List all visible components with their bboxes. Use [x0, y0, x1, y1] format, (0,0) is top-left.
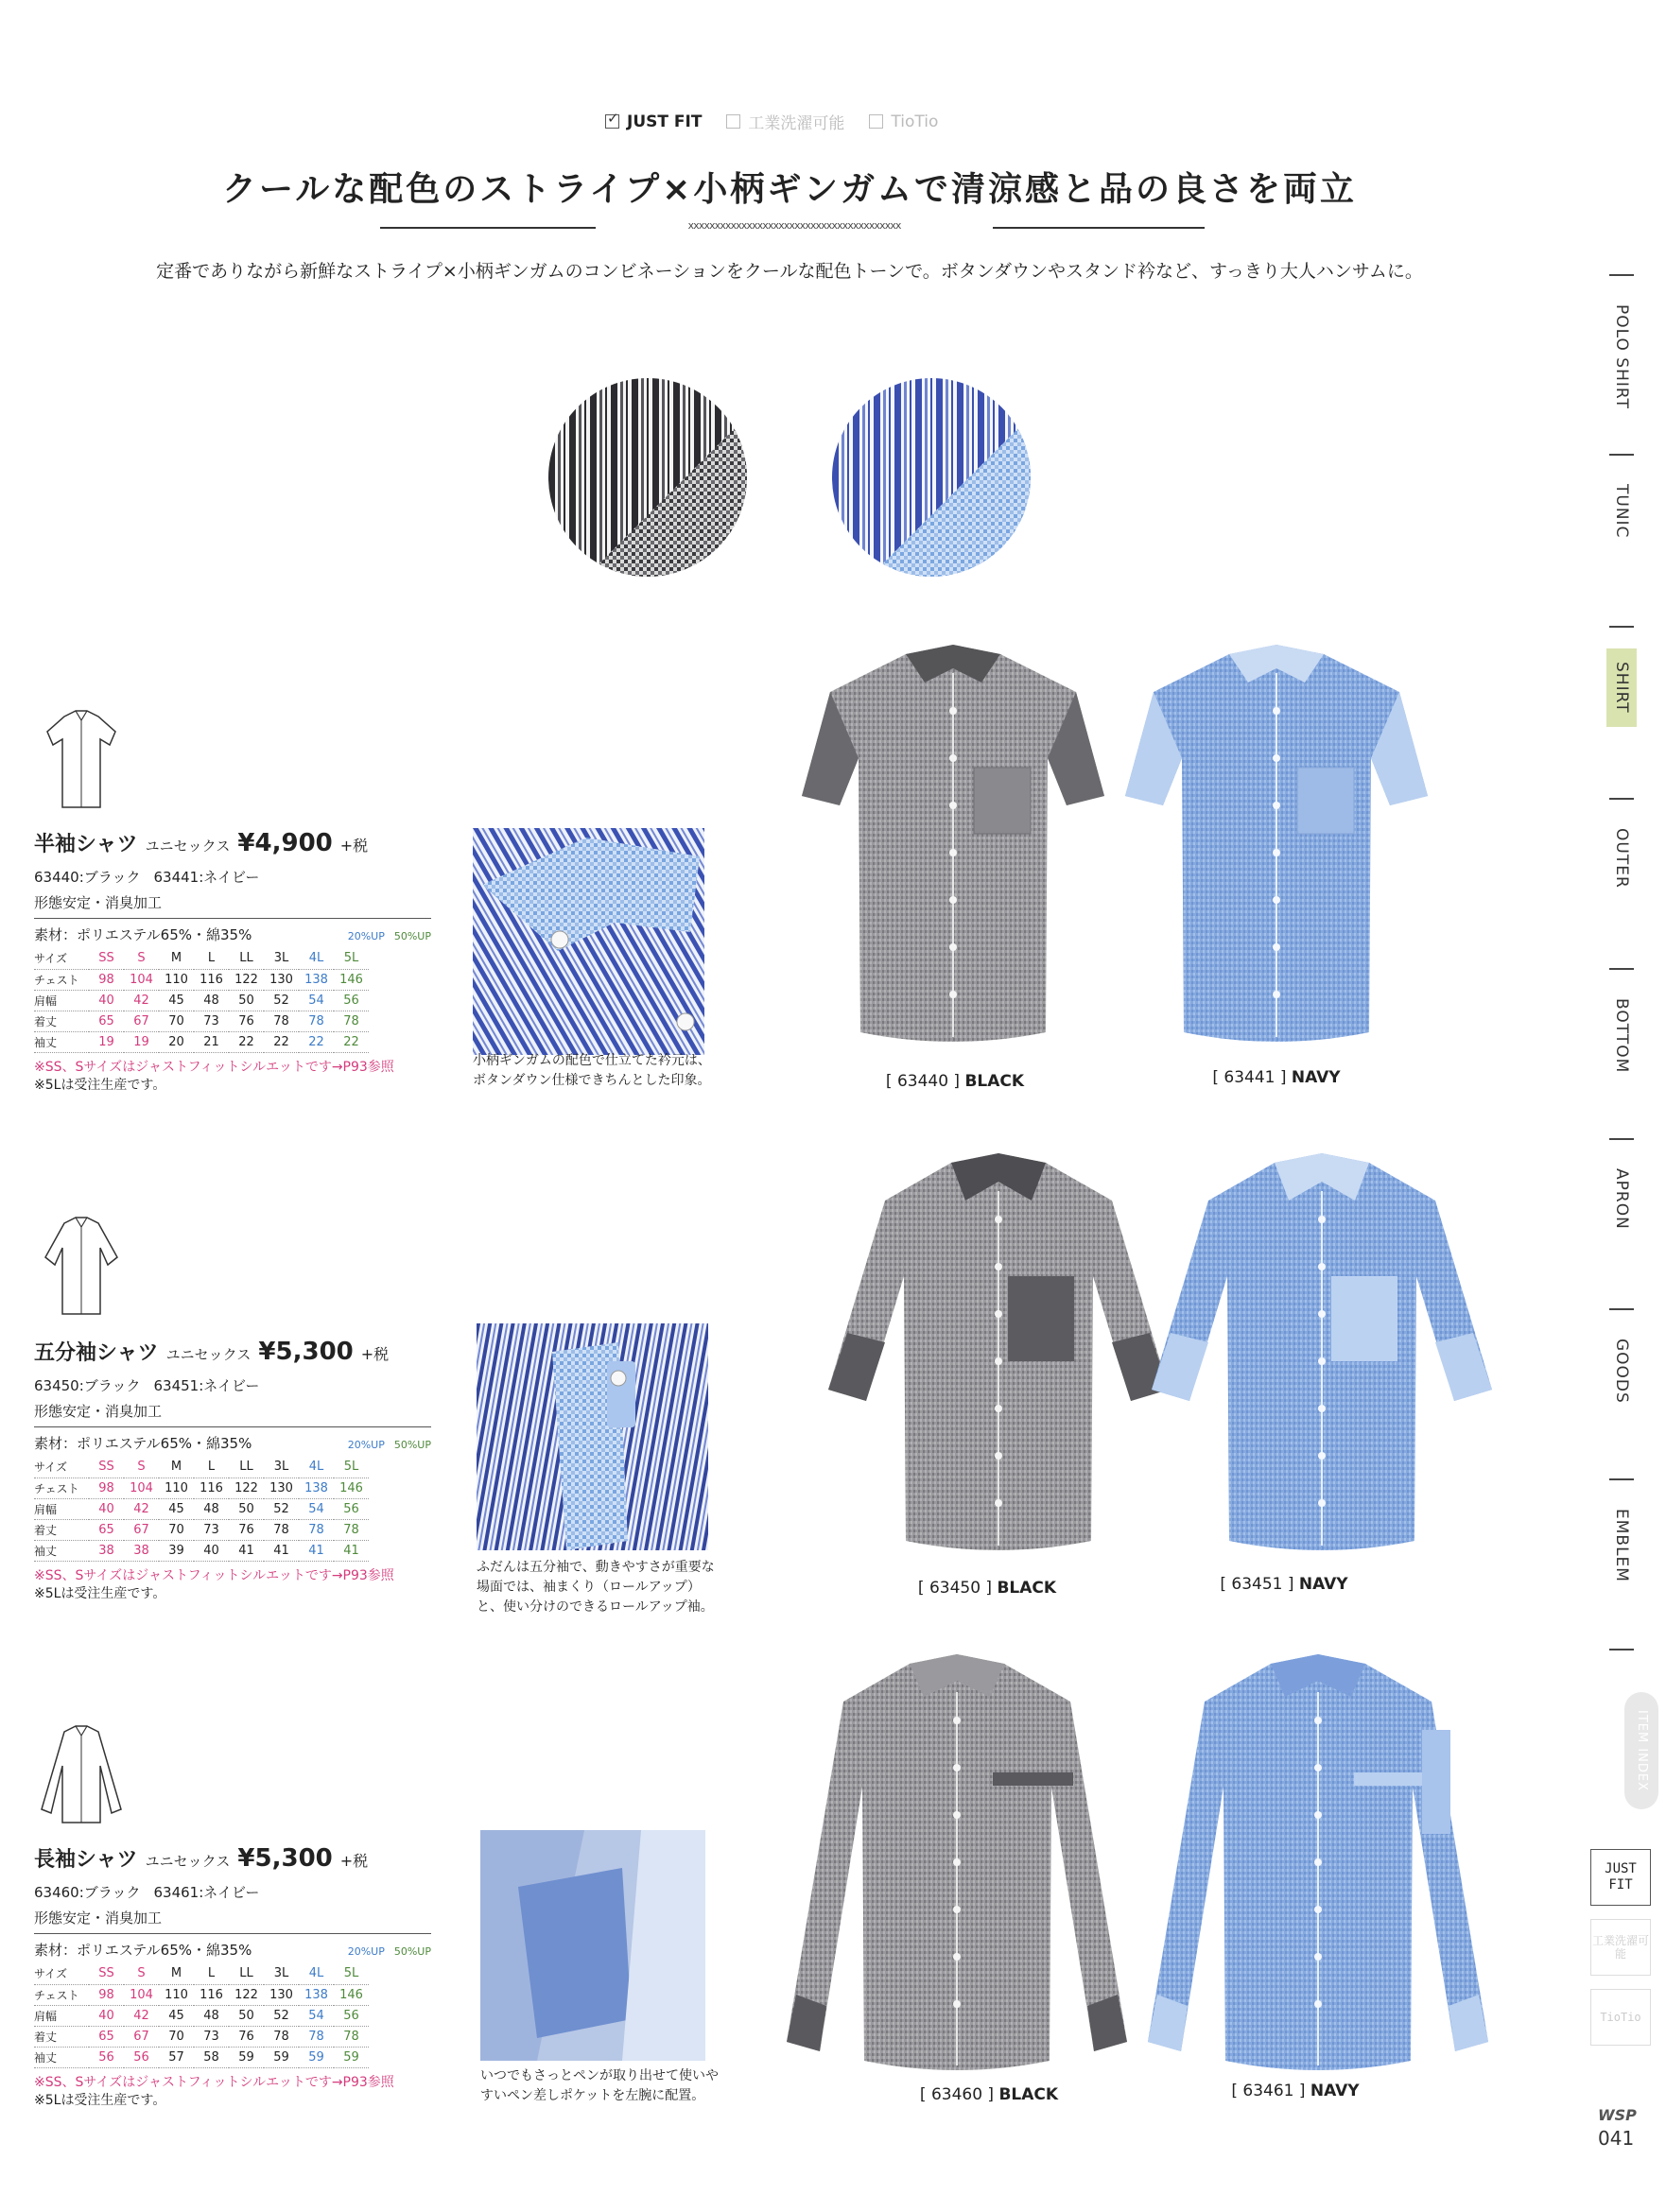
nav-divider: [1609, 454, 1634, 456]
elbow-sleeve-outline-icon: [34, 1210, 129, 1323]
page-number: 041: [1598, 2127, 1635, 2150]
color-codes: 63440:ブラック 63441:ネイビー: [34, 869, 260, 886]
size-row-shoulder: 肩幅 40 42 45 48 50 52 54 56: [34, 2005, 369, 2026]
label-63451: [ 63451 ] NAVY: [1220, 1575, 1348, 1594]
color-codes: 63460:ブラック 63461:ネイビー: [34, 1884, 260, 1901]
shirt-photo-63450-black: [819, 1144, 1178, 1560]
brand-logo: WSP: [1598, 2106, 1637, 2124]
nav-goods[interactable]: GOODS: [1598, 1308, 1645, 1404]
product-title: 半袖シャツ ユニセックス ¥4,900 +税: [34, 829, 369, 857]
size-row-sleeve: 袖丈 38 38 39 40 41 41 41 41: [34, 1540, 369, 1561]
unchecked-box-icon: [726, 114, 740, 129]
material-row: 素材：ポリエステル65%・綿35% 20%UP 50%UP: [34, 1435, 431, 1452]
nav-emblem[interactable]: EMBLEM: [1598, 1478, 1645, 1582]
size-row-length: 着丈 65 67 70 73 76 78 78 78: [34, 2026, 369, 2047]
nav-tunic[interactable]: TUNIC: [1598, 454, 1645, 538]
shirt-photo-63461-navy: [1129, 1645, 1507, 2080]
size-table: [34, 1457, 369, 1562]
shirt-photo-63451-navy: [1142, 1144, 1501, 1560]
material-row: 素材：ポリエステル65%・綿35% 20%UP 50%UP: [34, 1942, 431, 1959]
nav-polo-shirt[interactable]: POLO SHIRT: [1598, 274, 1645, 409]
product-info-long-sleeve: [34, 1843, 431, 2111]
detail-photo-pen-pocket: [480, 1830, 705, 2061]
short-sleeve-outline-icon: [34, 703, 129, 817]
size-header-row: サイズ SS S M L LL 3L 4L 5L: [34, 1963, 369, 1984]
price: ¥4,900: [237, 829, 333, 857]
fabric-swatch-black-graphic: [548, 378, 747, 577]
size-row-sleeve: 袖丈 19 19 20 21 22 22 22 22: [34, 1031, 369, 1052]
page-headline: クールな配色のストライプ×小柄ギンガムで清涼感と品の良さを両立: [222, 170, 1357, 209]
product-title: 長袖シャツ ユニセックス ¥5,300 +税: [34, 1844, 369, 1873]
pen-pocket-detail-graphic: [480, 1830, 705, 2061]
collar-detail-graphic: [473, 828, 704, 1055]
badge-industrial-wash: 工業洗濯可能: [1590, 1919, 1651, 1976]
shirt-photo-63460-black: [768, 1645, 1146, 2080]
size-row-sleeve: 袖丈 56 56 57 58 59 59 59 59: [34, 2047, 369, 2067]
nav-outer[interactable]: OUTER: [1598, 798, 1645, 889]
size-header-row: サイズ SS S M L LL 3L 4L 5L: [34, 1457, 369, 1478]
size-table: [34, 948, 369, 1053]
product-info-short-sleeve: [34, 828, 431, 1096]
nav-divider: [1609, 1308, 1634, 1310]
size-row-shoulder: 肩幅 40 42 45 48 50 52 54 56: [34, 1498, 369, 1519]
detail-caption: いつでもさっとペンが取り出せて使いやすいペン差しポケットを左腕に配置。: [480, 2068, 719, 2103]
price: ¥5,300: [258, 1338, 354, 1366]
long-sleeve-outline-icon: [34, 1719, 129, 1832]
size-row-length: 着丈 65 67 70 73 76 78 78 78: [34, 1519, 369, 1540]
nav-end-divider: [1598, 1649, 1645, 1650]
fabric-swatch-navy: [832, 378, 1031, 577]
shirt-photo-63440-black: [792, 635, 1114, 1051]
product-title: 五分袖シャツ ユニセックス ¥5,300 +税: [34, 1338, 390, 1366]
size-row-chest: チェスト 98 104 110 116 122 130 138 146: [34, 969, 369, 990]
size-row-shoulder: 肩幅 40 42 45 48 50 52 54 56: [34, 990, 369, 1011]
process-info: 形態安定・消臭加工: [34, 892, 431, 919]
size-notes: ※SS、Sサイズはジャストフィットシルエットです→P93参照 ※5Lは受注生産です。: [34, 1059, 394, 1094]
nav-divider: [1609, 968, 1634, 970]
unchecked-box-icon: [869, 114, 883, 129]
label-63461: [ 63461 ] NAVY: [1231, 2082, 1360, 2100]
badge-just-fit: JUST FIT: [1590, 1849, 1651, 1906]
nav-divider: [1609, 626, 1634, 628]
tag-tiotio: TioTio: [869, 112, 938, 131]
label-63441: [ 63441 ] NAVY: [1212, 1068, 1341, 1087]
nav-bottom[interactable]: BOTTOM: [1598, 968, 1645, 1073]
detail-photo-collar: [473, 828, 704, 1055]
tag-just-fit: ✓ JUST FIT: [605, 112, 702, 131]
lead-text: 定番でありながら新鮮なストライプ×小柄ギンガムのコンビネーションをクールな配色トーンで。ボタンダウンやスタンド衿など、すっきり大人ハンサムに。: [156, 261, 1423, 282]
label-63460: [ 63460 ] BLACK: [919, 2085, 1059, 2104]
nav-divider: [1609, 1478, 1634, 1480]
price: ¥5,300: [237, 1844, 333, 1873]
nav-divider: [1609, 1649, 1634, 1650]
size-row-chest: チェスト 98 104 110 116 122 130 138 146: [34, 1478, 369, 1498]
size-header-row: サイズ SS S M L LL 3L 4L 5L: [34, 948, 369, 969]
label-63450: [ 63450 ] BLACK: [917, 1579, 1057, 1598]
nav-apron[interactable]: APRON: [1598, 1138, 1645, 1230]
process-info: 形態安定・消臭加工: [34, 1401, 431, 1427]
rollup-sleeve-detail-graphic: [477, 1323, 708, 1550]
size-row-chest: チェスト 98 104 110 116 122 130 138 146: [34, 1984, 369, 2005]
color-codes: 63450:ブラック 63451:ネイビー: [34, 1377, 260, 1394]
detail-caption: 小柄ギンガムの配色で仕立てた衿元は、ボタンダウン仕様できちんとした印象。: [473, 1053, 711, 1088]
size-table: [34, 1963, 369, 2068]
product-info-elbow-sleeve: [34, 1337, 431, 1604]
label-63440: [ 63440 ] BLACK: [885, 1072, 1025, 1091]
fabric-swatch-black: [548, 378, 747, 577]
shirt-photo-63441-navy: [1116, 635, 1437, 1051]
process-info: 形態安定・消臭加工: [34, 1908, 431, 1934]
feature-tags: [605, 110, 938, 133]
fabric-swatch-navy-graphic: [832, 378, 1031, 577]
size-notes: ※SS、Sサイズはジャストフィットシルエットです→P93参照 ※5Lは受注生産です。: [34, 1567, 394, 1602]
nav-shirt[interactable]: SHIRT: [1598, 626, 1645, 727]
detail-photo-rollup-sleeve: [477, 1323, 708, 1550]
tag-industrial-wash: 工業洗濯可能: [726, 110, 844, 133]
divider-pattern: xxxxxxxxxxxxxxxxxxxxxxxxxxxxxxxxxxxxxxxx: [596, 219, 993, 232]
badge-tiotio: TioTio: [1590, 1989, 1651, 2046]
size-notes: ※SS、Sサイズはジャストフィットシルエットです→P93参照 ※5Lは受注生産です。: [34, 2074, 394, 2109]
item-index-tab[interactable]: ITEM INDEX: [1624, 1692, 1658, 1809]
nav-divider: [1609, 274, 1634, 276]
material-row: 素材：ポリエステル65%・綿35% 20%UP 50%UP: [34, 926, 431, 943]
size-row-length: 着丈 65 67 70 73 76 78 78 78: [34, 1011, 369, 1031]
nav-divider: [1609, 1138, 1634, 1140]
nav-divider: [1609, 798, 1634, 800]
detail-caption: ふだんは五分袖で、動きやすさが重要な場面では、袖まくり（ロールアップ）と、使い分けのできるロールアップ袖。: [477, 1560, 715, 1615]
checked-box-icon: [605, 114, 619, 129]
